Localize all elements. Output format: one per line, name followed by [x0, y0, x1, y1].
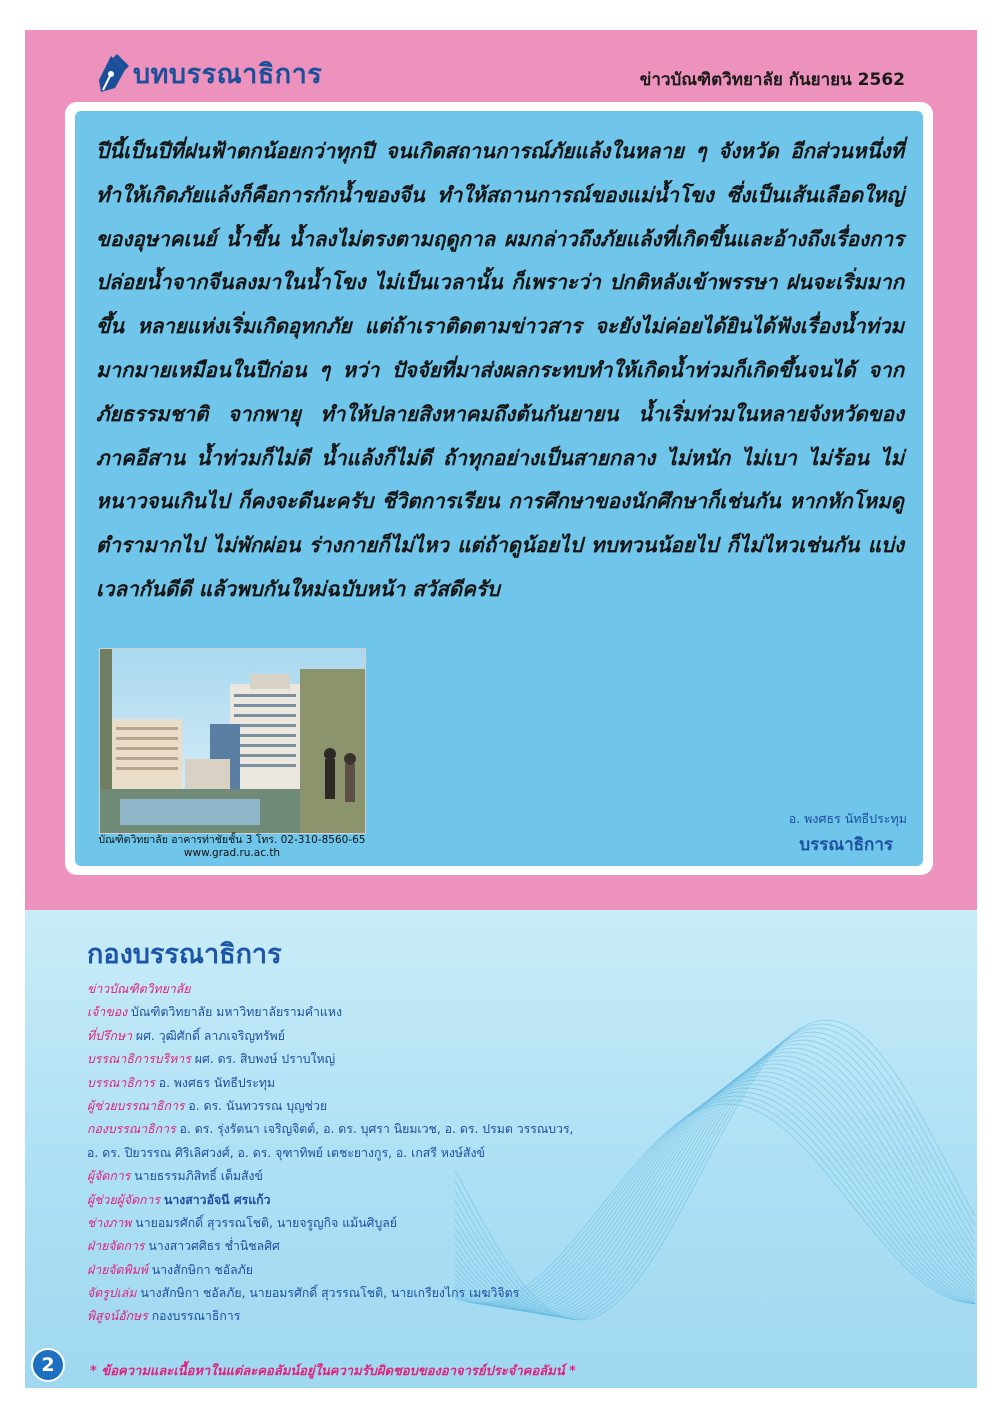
- section-logo: [93, 52, 322, 95]
- board-row-value: นางสักษิกา ชอัลภัย: [151, 1262, 253, 1277]
- board-row-value: บัณฑิตวิทยาลัย มหาวิทยาลัยรามคำแหง: [131, 1005, 342, 1020]
- board-row: [87, 1001, 647, 1024]
- board-row-value: ผศ. วุฒิศักดิ์ ลาภเจริญทรัพย์: [135, 1028, 285, 1043]
- magazine-page: [25, 30, 977, 1388]
- editorial-card: [65, 102, 933, 875]
- board-row: [87, 1212, 647, 1235]
- board-row: [87, 1189, 647, 1212]
- board-row: [87, 1235, 647, 1258]
- board-row-label: จัดรูปเล่ม: [87, 1286, 137, 1301]
- board-row-value: อ. ดร. ปิยวรรณ ศิริเลิศวงศ์, อ. ดร. จุฑาทิพย์ เตชะยางกูร, อ. เกสรี หงษ์สังข์: [87, 1145, 485, 1160]
- pen-nib-icon: [93, 54, 129, 94]
- board-row: [87, 1259, 647, 1282]
- editorial-panel: [75, 111, 923, 866]
- board-row-value: นางสาวศศิธร ช่ำนิชลศิศ: [148, 1239, 280, 1254]
- board-row-label: บรรณาธิการ: [87, 1075, 155, 1090]
- board-row-label: ผู้จัดการ: [87, 1169, 131, 1184]
- photo-caption-url: www.grad.ru.ac.th: [183, 847, 281, 859]
- building-photo: [99, 648, 366, 834]
- board-row-label: เจ้าของ: [87, 1005, 128, 1020]
- issue-label: ข่าวบัณฑิตวิทยาลัย กันยายน 2562: [639, 70, 905, 90]
- author-role: บรรณาธิการ: [799, 835, 893, 855]
- board-row-label: กองบรรณาธิการ: [87, 1122, 176, 1137]
- board-row: [87, 1048, 647, 1071]
- editorial-body: ปีนี้เป็นปีที่ฝนฟ้าตกน้อยกว่าทุกปี จนเกิดสถานการณ์ภัยแล้งในหลาย ๆ จังหวัด อีกส่วนหนึ่งที่ทำให้เกิดภัยแล้งก็คือการกักน้ำของจีน ทำให้สถานการณ์ของแม่น้ำโขง ซึ่งเป็นเส้นเลือดใหญ่ของอุษาคเนย์ น้ำขึ้น น้ำลงไม่ตรงตามฤดูกาล ผมกล่าวถึงภัยแล้งที่เกิดขึ้นและอ้างถึงเรื่องการปล่อยน้ำจากจีนลงมาในน้ำโขง ไม่เป็นเวลานั้น ก็เพราะว่า ปกติหลังเข้าพรรษา ฝนจะเริ่มมากขึ้น หลายแห่งเริ่มเกิดอุทกภัย แต่ถ้าเราติดตามข่าวสาร จะยังไม่ค่อยได้ยินได้ฟังเรื่องน้ำท่วมมากมายเหมือนในปีก่อน ๆ หว่า ปัจจัยที่มาส่งผลกระทบทำให้เกิดน้ำท่วมก็เกิดขึ้นจนได้ จากภัยธรรมชาติ จากพายุ ทำให้ปลายสิงหาคมถึงต้นกันยายน น้ำเริ่มท่วมในหลายจังหวัดของภาคอีสาน น้ำท่วมก็ไม่ดี น้ำแล้งก็ไม่ดี ถ้าทุกอย่างเป็นสายกลาง ไม่หนัก ไม่เบา ไม่ร้อน ไม่หนาวจนเกินไป ก็คงจะดีนะครับ ชีวิตการเรียน การศึกษาของนักศึกษาก็เช่นกัน หากหักโหมดูตำรามากไป ไม่พักผ่อน ร่างกายก็ไม่ไหว แต่ถ้าดูน้อยไป ทบทวนน้อยไป ก็ไม่ไหวเช่นกัน แบ่งเวลากันดีดี แล้วพบกันใหม่ฉบับหน้า สวัสดีครับ: [96, 139, 904, 601]
- board-row-label: ฝ่ายจัดพิมพ์: [87, 1262, 148, 1277]
- board-title: กองบรรณาธิการ: [87, 939, 282, 970]
- board-row-value: อ. ดร. นันทวรรณ บุญช่วย: [188, 1098, 328, 1113]
- board-row-label: ผู้ช่วยผู้จัดการ: [87, 1192, 161, 1207]
- board-list: [87, 978, 647, 1329]
- board-row: [87, 978, 647, 1001]
- board-row-value: ผศ. ดร. สิบพงษ์ ปราบใหญ่: [194, 1052, 336, 1067]
- section-title: บทบรรณาธิการ: [133, 59, 323, 90]
- editorial-board-section: [25, 910, 977, 1388]
- board-row-value: อ. พงศธร นัทธีประทุม: [158, 1075, 276, 1090]
- board-row-value: นายอมรศักดิ์ สุวรรณโชติ, นายจรูญกิจ แม้นศิบูลย์: [135, 1215, 397, 1230]
- board-row: [87, 1282, 647, 1305]
- board-row: [87, 1072, 647, 1095]
- photo-caption: [91, 834, 373, 860]
- board-row: [87, 1025, 647, 1048]
- page-number: 2: [31, 1348, 65, 1382]
- board-row-label: พิสูจน์อักษร: [87, 1309, 148, 1324]
- footnote: * ข้อความและเนื้อหาในแต่ละคอลัมน์อยู่ในความรับผิดชอบของอาจารย์ประจำคอลัมน์ *: [90, 1364, 576, 1379]
- board-row-value: นางสักษิกา ชอัลภัย, นายอมรศักดิ์ สุวรรณโชติ, นายเกรียงไกร เมฆวิจิตร: [140, 1286, 520, 1301]
- board-row: [87, 1142, 647, 1165]
- board-row: [87, 1095, 647, 1118]
- board-row: [87, 1165, 647, 1188]
- board-row-label: ช่างภาพ: [87, 1215, 132, 1230]
- author-name: อ. พงศธร นัทธีประทุม: [788, 811, 907, 826]
- board-row-label: บรรณาธิการบริหาร: [87, 1052, 191, 1067]
- board-row: [87, 1118, 647, 1141]
- board-row-label: ข่าวบัณฑิตวิทยาลัย: [87, 982, 191, 996]
- board-row: [87, 1305, 647, 1328]
- board-row-value: นายธรรมภิสิทธิ์ เต็มสังข์: [134, 1169, 263, 1184]
- board-row-value: อ. ดร. รุ่งรัตนา เจริญจิตต์, อ. ดร. บุศรา นิยมเวช, อ. ดร. ปรมต วรรณบวร,: [179, 1122, 574, 1137]
- board-row-label: ผู้ช่วยบรรณาธิการ: [87, 1098, 185, 1113]
- board-row-label: ฝ่ายจัดการ: [87, 1239, 145, 1254]
- board-row-value: กองบรรณาธิการ: [151, 1309, 241, 1324]
- editorial-section: [25, 30, 977, 910]
- board-row-label: ที่ปรึกษา: [87, 1028, 132, 1043]
- board-row-value: นางสาวอัจนี ศรแก้ว: [163, 1192, 271, 1207]
- photo-caption-address: บัณฑิตวิทยาลัย อาคารท่าชัยชั้น 3 โทร. 02-310-8560-65: [98, 834, 366, 846]
